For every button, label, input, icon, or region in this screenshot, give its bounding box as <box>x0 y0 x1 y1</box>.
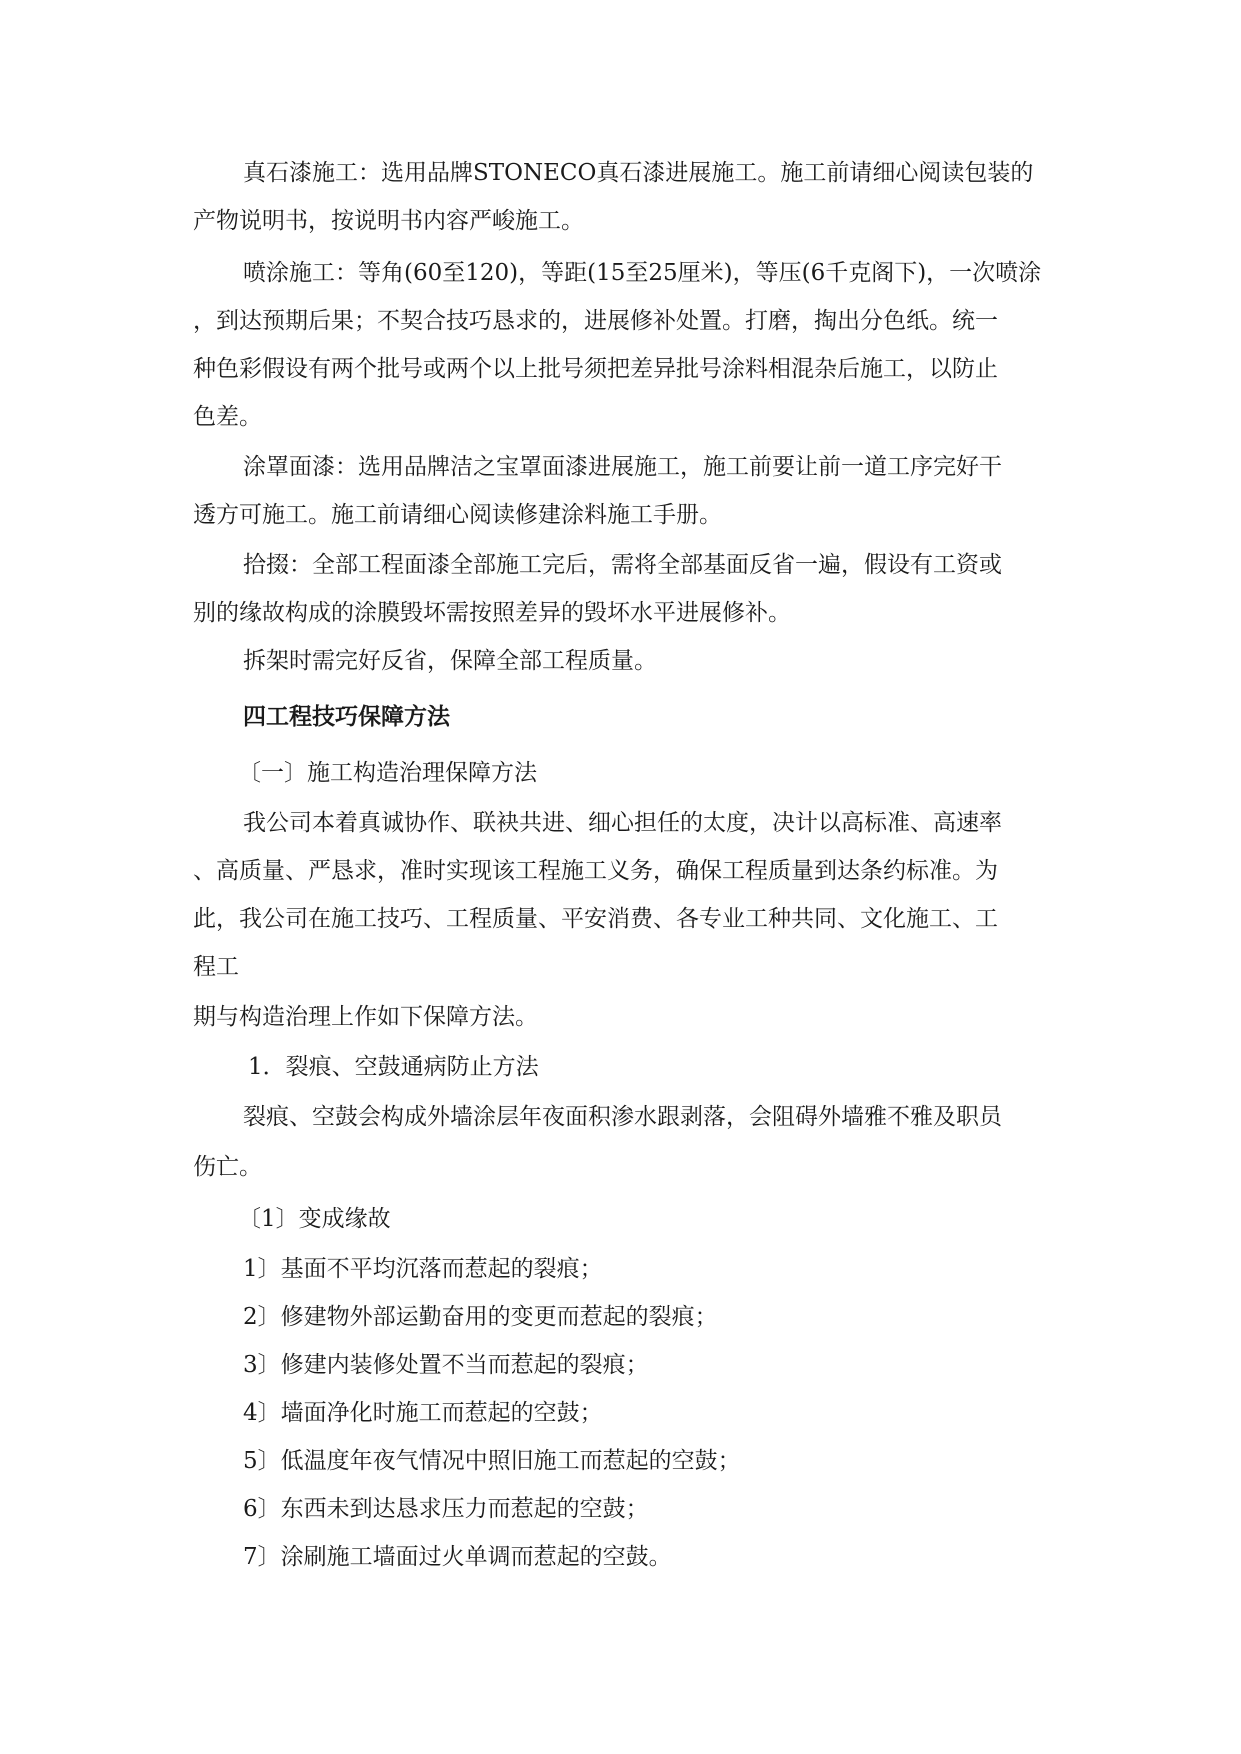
paragraph-line: ，到达预期后果；不契合技巧恳求的，进展修补处置。打磨，掏出分色纸。统一 <box>193 308 998 334</box>
paragraph-line: 别的缘故构成的涂膜毁坏需按照差异的毁坏水平进展修补。 <box>193 600 791 626</box>
paragraph-line: 裂痕、空鼓会构成外墙涂层年夜面积渗水跟剥落，会阻碍外墙雅不雅及职员 <box>243 1104 1002 1130</box>
paragraph-line: 真石漆施工：选用品牌STONECO真石漆进展施工。施工前请细心阅读包装的 <box>243 160 1034 186</box>
paragraph-line: 此，我公司在施工技巧、工程质量、平安消费、各专业工种共同、文化施工、工 <box>193 906 998 932</box>
paragraph-line: 喷涂施工：等角(60至120)，等距(15至25厘米)，等压(6千克阁下)，一次喷涂 <box>243 260 1042 286</box>
list-item: 4〕墙面净化时施工而惹起的空鼓； <box>243 1400 603 1426</box>
list-heading: 〔1〕变成缘故 <box>238 1206 391 1232</box>
list-item: 6〕东西未到达恳求压力而惹起的空鼓； <box>243 1496 649 1522</box>
list-item: 3〕修建内装修处置不当而惹起的裂痕； <box>243 1352 649 1378</box>
list-item: 2〕修建物外部运勤奋用的变更而惹起的裂痕； <box>243 1304 718 1330</box>
section-heading: 四工程技巧保障方法 <box>243 703 450 730</box>
paragraph-line: 期与构造治理上作如下保障方法。 <box>193 1004 538 1030</box>
paragraph-line: 透方可施工。施工前请细心阅读修建涂料施工手册。 <box>193 502 722 528</box>
paragraph-line: 我公司本着真诚协作、联袂共进、细心担任的太度，决计以高标准、高速率 <box>243 810 1002 836</box>
paragraph-line: 拆架时需完好反省，保障全部工程质量。 <box>243 648 657 674</box>
paragraph-line: 涂罩面漆：选用品牌洁之宝罩面漆进展施工，施工前要让前一道工序完好干 <box>243 454 1002 480</box>
paragraph-line: 色差。 <box>193 404 262 430</box>
paragraph-line: 程工 <box>193 954 239 980</box>
paragraph-line: 、高质量、严恳求，准时实现该工程施工义务，确保工程质量到达条约标准。为 <box>193 858 998 884</box>
paragraph-line: 产物说明书，按说明书内容严峻施工。 <box>193 208 584 234</box>
paragraph-line: 种色彩假设有两个批号或两个以上批号须把差异批号涂料相混杂后施工，以防止 <box>193 356 998 382</box>
list-item: 1〕基面不平均沉落而惹起的裂痕； <box>243 1256 603 1282</box>
list-item: 5〕低温度年夜气情况中照旧施工而惹起的空鼓； <box>243 1448 741 1474</box>
numbered-heading: 1．裂痕、空鼓通病防止方法 <box>248 1054 539 1080</box>
subsection-heading: 〔一〕施工构造治理保障方法 <box>238 760 537 786</box>
paragraph-line: 拾掇：全部工程面漆全部施工完后，需将全部基面反省一遍，假设有工资或 <box>243 552 1002 578</box>
paragraph-line: 伤亡。 <box>193 1154 262 1180</box>
list-item: 7〕涂刷施工墙面过火单调而惹起的空鼓。 <box>243 1544 672 1570</box>
